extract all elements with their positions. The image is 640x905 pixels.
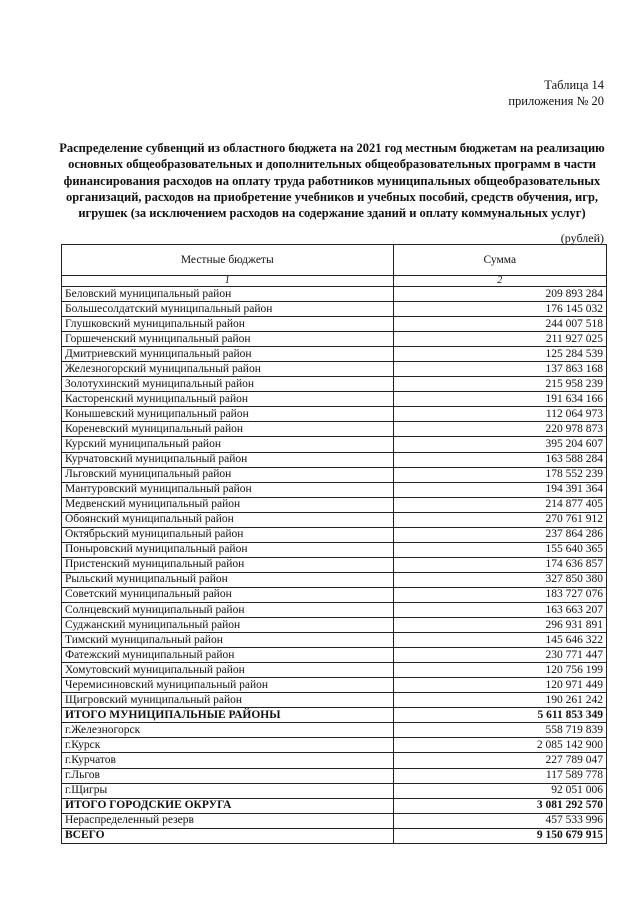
budget-name-cell: Глушковский муниципальный район [62,317,394,332]
amount-cell: 215 958 239 [393,377,606,392]
table-row [62,813,607,828]
amount-cell: 230 771 447 [393,648,606,663]
budget-name-cell: Нераспределенный резерв [62,813,394,828]
table-row [62,482,607,497]
column-number-row [62,276,607,287]
amount-cell: 117 589 778 [393,768,606,783]
table-row [62,648,607,663]
table-row [62,587,607,602]
total-row [62,798,607,813]
table-row [62,693,607,708]
amount-cell: 120 756 199 [393,663,606,678]
table-header-row [62,245,607,276]
budget-name-cell: г.Курск [62,738,394,753]
table-row [62,317,607,332]
total-row [62,708,607,723]
table-row [62,497,607,512]
table-row [62,347,607,362]
amount-cell: 178 552 239 [393,467,606,482]
budget-name-cell: Золотухинский муниципальный район [62,377,394,392]
budget-name-cell: Тимский муниципальный район [62,633,394,648]
budget-name-cell: Курский муниципальный район [62,437,394,452]
table-row [62,422,607,437]
budget-name-cell: Беловский муниципальный район [62,287,394,302]
table-row [62,287,607,302]
budget-name-cell: Мантуровский муниципальный район [62,482,394,497]
budget-name-cell: Медвенский муниципальный район [62,497,394,512]
budget-name-cell: Суджанский муниципальный район [62,618,394,633]
table-row [62,663,607,678]
table-row [62,542,607,557]
budget-name-cell: Пристенский муниципальный район [62,557,394,572]
amount-cell: 163 588 284 [393,452,606,467]
budget-name-cell: Поныровский муниципальный район [62,542,394,557]
budget-name-cell: Октябрьский муниципальный район [62,527,394,542]
amount-cell: 209 893 284 [393,287,606,302]
amount-cell: 112 064 973 [393,407,606,422]
table-row [62,738,607,753]
budget-name-cell: Касторенский муниципальный район [62,392,394,407]
table-row [62,783,607,798]
column-number-2: 2 [393,276,606,287]
table-row [62,723,607,738]
budget-name-cell: Дмитриевский муниципальный район [62,347,394,362]
budget-name-cell: Курчатовский муниципальный район [62,452,394,467]
table-row [62,572,607,587]
amount-cell: 214 877 405 [393,497,606,512]
amount-cell: 237 864 286 [393,527,606,542]
budget-name-cell: г.Льгов [62,768,394,783]
table-row [62,753,607,768]
table-row [62,618,607,633]
table-row [62,407,607,422]
amount-cell: 191 634 166 [393,392,606,407]
budget-name-cell: Кореневский муниципальный район [62,422,394,437]
table-row [62,302,607,317]
budget-name-cell: Солнцевский муниципальный район [62,602,394,617]
budget-name-cell: Большесолдатский муниципальный район [62,302,394,317]
budget-name-cell: Черемисиновский муниципальный район [62,678,394,693]
table-row [62,768,607,783]
document-header [508,77,604,109]
amount-cell: 145 646 322 [393,633,606,648]
amount-cell: 176 145 032 [393,302,606,317]
budget-name-cell: Конышевский муниципальный район [62,407,394,422]
amount-cell: 220 978 873 [393,422,606,437]
amount-cell: 194 391 364 [393,482,606,497]
amount-cell: 3 081 292 570 [393,798,606,813]
budget-table [61,244,607,844]
table-row [62,557,607,572]
document-title: Распределение субвенций из областного бюджета на 2021 год местным бюджетам на реализацию основных общеобразовательных и дополнительных общеобразовательных программ в части финансирования расходов на оплату труда работников муниципальных общеобразовательных организаций, расходов на приобретение учебников и учебных пособий, средств обучения, игр, игрушек (за исключением расходов на содержание зданий и оплату коммунальных услуг) [59,141,605,221]
column-number-1: 1 [62,276,394,287]
amount-cell: 125 284 539 [393,347,606,362]
budget-name-cell: Рыльский муниципальный район [62,572,394,587]
column-header-sum: Сумма [393,245,606,276]
budget-name-cell: г.Щигры [62,783,394,798]
appendix-number: приложения № 20 [508,94,604,108]
amount-cell: 174 636 857 [393,557,606,572]
total-row [62,828,607,843]
amount-cell: 9 150 679 915 [393,828,606,843]
budget-name-cell: Обоянский муниципальный район [62,512,394,527]
amount-cell: 92 051 006 [393,783,606,798]
budget-name-cell: г.Курчатов [62,753,394,768]
amount-cell: 227 789 047 [393,753,606,768]
amount-cell: 558 719 839 [393,723,606,738]
table-row [62,332,607,347]
amount-cell: 244 007 518 [393,317,606,332]
amount-cell: 296 931 891 [393,618,606,633]
amount-cell: 5 611 853 349 [393,708,606,723]
budget-name-cell: ИТОГО ГОРОДСКИЕ ОКРУГА [62,798,394,813]
table-row [62,512,607,527]
amount-cell: 155 640 365 [393,542,606,557]
budget-name-cell: Железногорский муниципальный район [62,362,394,377]
table-body [62,287,607,844]
amount-cell: 457 533 996 [393,813,606,828]
budget-name-cell: Щигровский муниципальный район [62,693,394,708]
amount-cell: 190 261 242 [393,693,606,708]
budget-name-cell: Горшеченский муниципальный район [62,332,394,347]
table-row [62,362,607,377]
budget-name-cell: ИТОГО МУНИЦИПАЛЬНЫЕ РАЙОНЫ [62,708,394,723]
budget-name-cell: Фатежский муниципальный район [62,648,394,663]
budget-name-cell: Льговский муниципальный район [62,467,394,482]
table-row [62,392,607,407]
amount-cell: 395 204 607 [393,437,606,452]
amount-cell: 270 761 912 [393,512,606,527]
table-row [62,437,607,452]
table-number: Таблица 14 [544,78,604,92]
budget-name-cell: ВСЕГО [62,828,394,843]
table-row [62,678,607,693]
table-row [62,633,607,648]
budget-name-cell: г.Железногорск [62,723,394,738]
budget-name-cell: Советский муниципальный район [62,587,394,602]
amount-cell: 137 863 168 [393,362,606,377]
amount-cell: 2 085 142 900 [393,738,606,753]
amount-cell: 327 850 380 [393,572,606,587]
amount-cell: 211 927 025 [393,332,606,347]
table-row [62,467,607,482]
table-row [62,377,607,392]
units-label: (рублей) [560,231,604,245]
table-row [62,452,607,467]
table-row [62,602,607,617]
budget-name-cell: Хомутовский муниципальный район [62,663,394,678]
amount-cell: 183 727 076 [393,587,606,602]
amount-cell: 163 663 207 [393,602,606,617]
amount-cell: 120 971 449 [393,678,606,693]
column-header-budgets: Местные бюджеты [62,245,394,276]
table-row [62,527,607,542]
